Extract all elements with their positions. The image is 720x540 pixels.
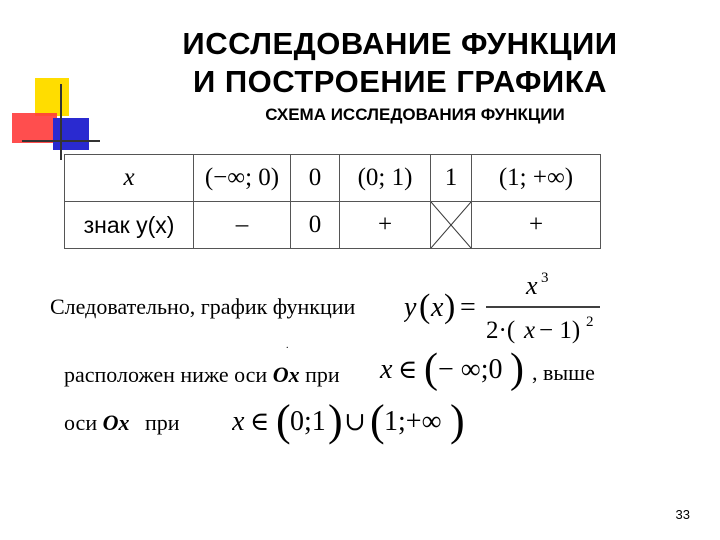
row-label-x: x	[65, 155, 194, 202]
svg-text:2·(: 2·(	[486, 317, 516, 344]
cell-interval-0-1: (0; 1)	[340, 155, 431, 202]
decor-horizontal-line	[22, 140, 100, 142]
text-at-2: при	[144, 410, 180, 435]
decor-yellow-square	[35, 78, 69, 116]
text-at: при	[305, 362, 340, 387]
text-line-2	[64, 362, 340, 388]
svg-text:2: 2	[586, 314, 594, 330]
row-label-sign: знак y(x)	[65, 202, 194, 249]
svg-text:∈: ∈	[250, 407, 270, 437]
svg-text:− ∞;0: − ∞;0	[438, 354, 503, 385]
cell-undefined	[431, 202, 472, 249]
decor-red-square	[12, 113, 57, 143]
svg-text:): )	[510, 346, 524, 392]
svg-text:0;1: 0;1	[290, 406, 326, 437]
subtitle: СХЕМА ИССЛЕДОВАНИЯ ФУНКЦИИ	[265, 105, 565, 124]
decor-blue-square	[53, 118, 89, 150]
cell-interval-1-inf: (1; +∞)	[472, 155, 601, 202]
cell-sign-3: +	[340, 202, 431, 249]
text-line-1: Следовательно, график функции	[50, 294, 356, 319]
svg-text:− 1): − 1)	[539, 317, 581, 344]
svg-text:3: 3	[541, 270, 549, 286]
cell-point-0: 0	[291, 155, 340, 202]
cell-sign-1: –	[194, 202, 291, 249]
function-formula	[404, 270, 614, 346]
table-row	[65, 155, 601, 202]
decor-vertical-line	[60, 84, 62, 160]
svg-text:x: x	[524, 317, 536, 344]
svg-text:y: y	[404, 292, 417, 323]
svg-text:x: x	[431, 292, 444, 323]
sign-table	[64, 154, 601, 249]
cell-sign-5: +	[472, 202, 601, 249]
title-line-2: И ПОСТРОЕНИЕ ГРАФИКА	[192, 64, 608, 99]
svg-text:x: x	[232, 406, 245, 437]
interval-negative	[378, 344, 528, 392]
axis-ox-label: Ox	[272, 362, 300, 387]
svg-text:x: x	[526, 271, 538, 300]
svg-text:x: x	[380, 354, 393, 385]
svg-text:∈: ∈	[398, 355, 418, 385]
svg-text:1;+∞: 1;+∞	[384, 406, 442, 437]
table-row	[65, 202, 601, 249]
cell-point-1: 1	[431, 155, 472, 202]
cell-interval-neg-inf-0: (−∞; 0)	[194, 155, 291, 202]
svg-text:): )	[450, 396, 465, 445]
dot-mark: .	[286, 340, 289, 351]
svg-text:∪: ∪	[344, 407, 366, 437]
svg-text:=: =	[460, 292, 476, 323]
text-below-axis: расположен ниже оси	[64, 362, 268, 387]
svg-text:(: (	[276, 396, 291, 445]
cross-mark-icon	[431, 202, 471, 248]
text-above: , выше	[532, 360, 595, 385]
interval-positive	[232, 394, 472, 446]
svg-text:): )	[328, 396, 343, 445]
text-axis: оси	[64, 410, 98, 435]
cell-sign-2: 0	[291, 202, 340, 249]
svg-text:): )	[444, 288, 456, 325]
svg-text:(: (	[370, 396, 385, 445]
title-line-1: ИССЛЕДОВАНИЕ ФУНКЦИИ	[182, 26, 618, 61]
svg-text:(: (	[424, 346, 438, 392]
page-number: 33	[675, 507, 690, 522]
svg-text:(: (	[419, 288, 431, 325]
text-line-3	[64, 410, 180, 436]
axis-ox-label-2: Ox	[102, 410, 130, 435]
